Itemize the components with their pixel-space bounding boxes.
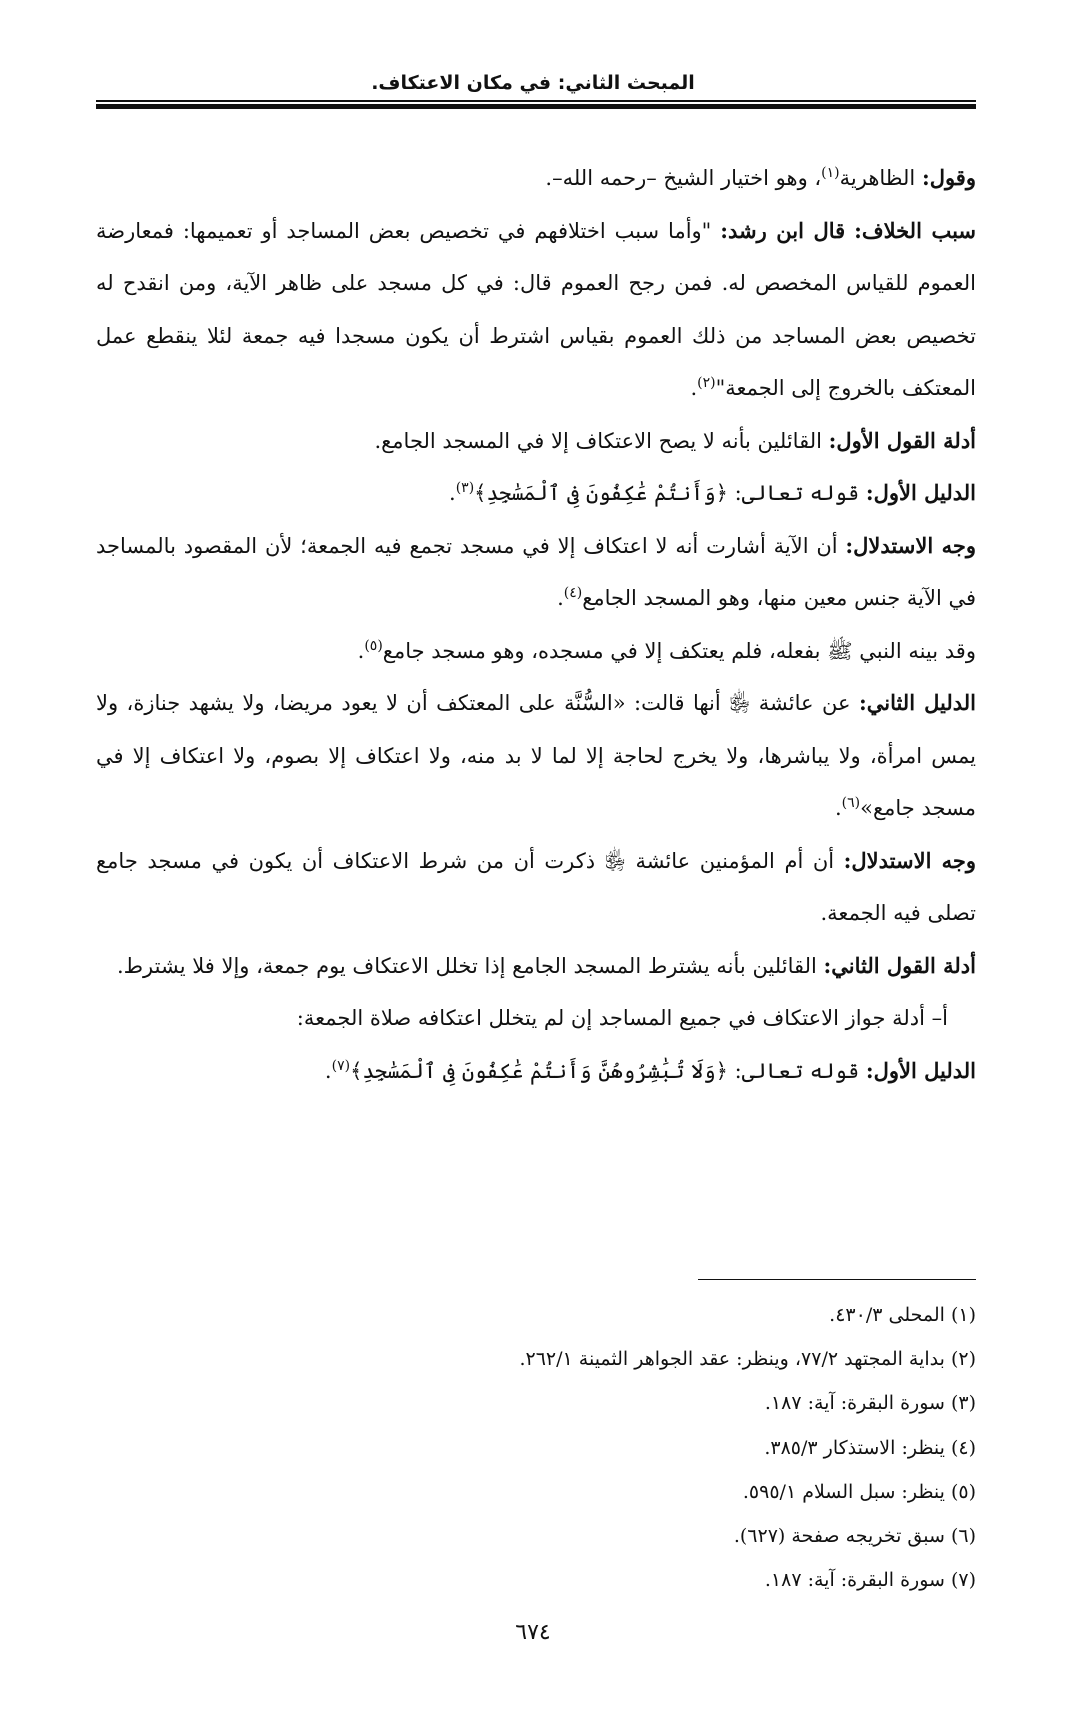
page-number: ٦٧٤ — [515, 1620, 551, 1645]
paragraph-text: أ– أدلة جواز الاعتكاف في جميع المساجد إن لم يتخلل اعتكافه صلاة الجمعة: — [296, 1006, 948, 1030]
footnote-ref: (٥) — [364, 637, 383, 654]
running-header: المبحث الثاني: في مكان الاعتكاف. — [371, 72, 695, 94]
paragraph-text: أن أم المؤمنين عائشة ﵂ ذكرت أن من شرط الاعتكاف أن يكون في مسجد جامع تصلى فيه الجمعة. — [96, 848, 976, 925]
paragraph-first-opinion-evidence — [96, 415, 976, 468]
footnote-text: المحلى ٤٣٠/٣. — [829, 1304, 945, 1326]
footnote-item — [96, 1337, 976, 1381]
paragraph-text: . — [357, 638, 365, 663]
footnote-number: (٣) — [950, 1392, 976, 1415]
paragraph-label: الدليل الأول: — [865, 1057, 976, 1083]
footnote-item — [96, 1470, 976, 1514]
footnote-number: (٢) — [950, 1348, 976, 1371]
paragraph-text: ، وهو اختيار الشيخ –رحمه الله–. — [545, 166, 822, 190]
paragraph-text: . — [690, 376, 698, 400]
paragraph-label: سبب الخلاف: — [854, 217, 976, 243]
paragraph-prophet-practice — [96, 625, 976, 678]
footnote-text: سبق تخريجه صفحة (٦٢٧). — [733, 1525, 945, 1548]
hadith-quote: عن عائشة ﵂ أنها قالت: «السُّنَّة على المعتكف أن لا يعود مريضا، ولا يشهد جنازة، ولا يمس امرأة، ولا يباشرها، ولا يخرج لحاجة إلا لما لا بد منه، ولا اعتكاف إلا بصوم، ولا اعتكاف إلا في مسجد جامع» — [96, 691, 976, 820]
footnote-item — [96, 1558, 976, 1602]
header-rule-thick — [96, 104, 976, 109]
paragraph-label: أدلة القول الثاني: — [823, 952, 976, 978]
footnote-ref: (٦) — [841, 795, 861, 811]
header-rule-thin — [96, 100, 976, 102]
paragraph-text: القائلين بأنه لا يصح الاعتكاف إلا في المسجد الجامع. — [374, 428, 829, 453]
footnote-ref: (٧) — [331, 1057, 351, 1074]
paragraph-second-opinion-evidence — [96, 940, 976, 993]
footnote-text: بداية المجتهد ٧٧/٢، وينظر: عقد الجواهر الثمينة ٢٦٢/١. — [519, 1348, 945, 1371]
footnote-text: ينظر: سبل السلام ٥٩٥/١. — [742, 1480, 945, 1503]
footnote-ref: (٢) — [697, 375, 716, 391]
quote-attribution: قال ابن رشد: — [720, 217, 846, 243]
paragraph-label: الدليل الأول: — [865, 480, 976, 505]
footnote-number: (١) — [950, 1304, 976, 1326]
paragraph-text: . — [834, 796, 842, 820]
paragraph-label: وجه الاستدلال: — [843, 847, 976, 873]
quran-quote: قوله تعالى: ﴿وَأَنتُمْ عَٰكِفُونَ فِى ٱلْمَسَٰجِدِ﴾ — [474, 481, 866, 505]
footnote-item — [96, 1381, 976, 1425]
paragraph-text: "وأما سبب اختلافهم في تخصيص بعض المساجد أو تعميمها: فمعارضة العموم للقياس المخصص له. فمن رجح العموم قال: في كل مسجد على ظاهر الآية، ومن انقدح له تخصيص بعض المساجد من ذلك العموم بقياس اشترط أن يكون مسجدا فيه جمعة لئلا ينقطع عمل المعتكف بالخروج إلى الجمعة" — [96, 218, 976, 400]
footnote-separator — [698, 1279, 976, 1280]
paragraph-text: الظاهرية — [839, 166, 922, 190]
paragraph-label: الدليل الثاني: — [858, 690, 977, 715]
paragraph-first-evidence-2 — [96, 1045, 976, 1098]
footnotes — [96, 1293, 976, 1602]
paragraph-text: . — [557, 586, 564, 610]
main-text — [96, 152, 976, 1097]
footnote-item — [96, 1426, 976, 1470]
paragraph-subheading-a — [96, 992, 976, 1045]
footnote-text: سورة البقرة: آية: ١٨٧. — [764, 1392, 945, 1415]
paragraph-label: وجه الاستدلال: — [845, 532, 977, 558]
paragraph-text: وقد بينه النبي ﷺ بفعله، فلم يعتكف إلا في مسجده، وهو مسجد جامع — [382, 638, 976, 663]
footnote-number: (٤) — [950, 1436, 976, 1459]
paragraph-cause-of-disagreement — [96, 205, 976, 415]
paragraph-first-evidence — [96, 467, 976, 520]
paragraph-label: أدلة القول الأول: — [828, 427, 976, 453]
footnote-text: سورة البقرة: آية: ١٨٧. — [764, 1569, 945, 1592]
footnote-item — [96, 1293, 976, 1337]
paragraph-text: . — [449, 481, 456, 505]
paragraph-opinion-zahiriyya — [96, 152, 976, 205]
paragraph-inference — [96, 520, 976, 625]
footnote-text: ينظر: الاستذكار ٣٨٥/٣. — [764, 1436, 945, 1459]
paragraph-text: أن الآية أشارت أنه لا اعتكاف إلا في مسجد تجمع فيه الجمعة؛ لأن المقصود بالمساجد في الآية جنس معين منها، وهو المسجد الجامع — [96, 533, 976, 610]
footnote-ref: (٣) — [455, 480, 475, 496]
paragraph-label: وقول: — [921, 165, 976, 190]
paragraph-inference-2 — [96, 835, 976, 940]
footnote-ref: (٤) — [563, 585, 583, 601]
footnote-number: (٧) — [950, 1569, 976, 1592]
footnote-ref: (١) — [821, 165, 840, 181]
footnote-number: (٥) — [950, 1480, 976, 1503]
paragraph-second-evidence — [96, 677, 976, 835]
footnote-item — [96, 1514, 976, 1558]
paragraph-text: . — [324, 1058, 332, 1083]
quran-quote: قوله تعالى: ﴿وَلَا تُبَٰشِرُوهُنَّ وَأَنتُمْ عَٰكِفُونَ فِى ٱلْمَسَٰجِدِ﴾ — [350, 1058, 866, 1083]
footnote-number: (٦) — [950, 1525, 976, 1548]
paragraph-text: القائلين بأنه يشترط المسجد الجامع إذا تخلل الاعتكاف يوم جمعة، وإلا فلا يشترط. — [116, 953, 824, 978]
